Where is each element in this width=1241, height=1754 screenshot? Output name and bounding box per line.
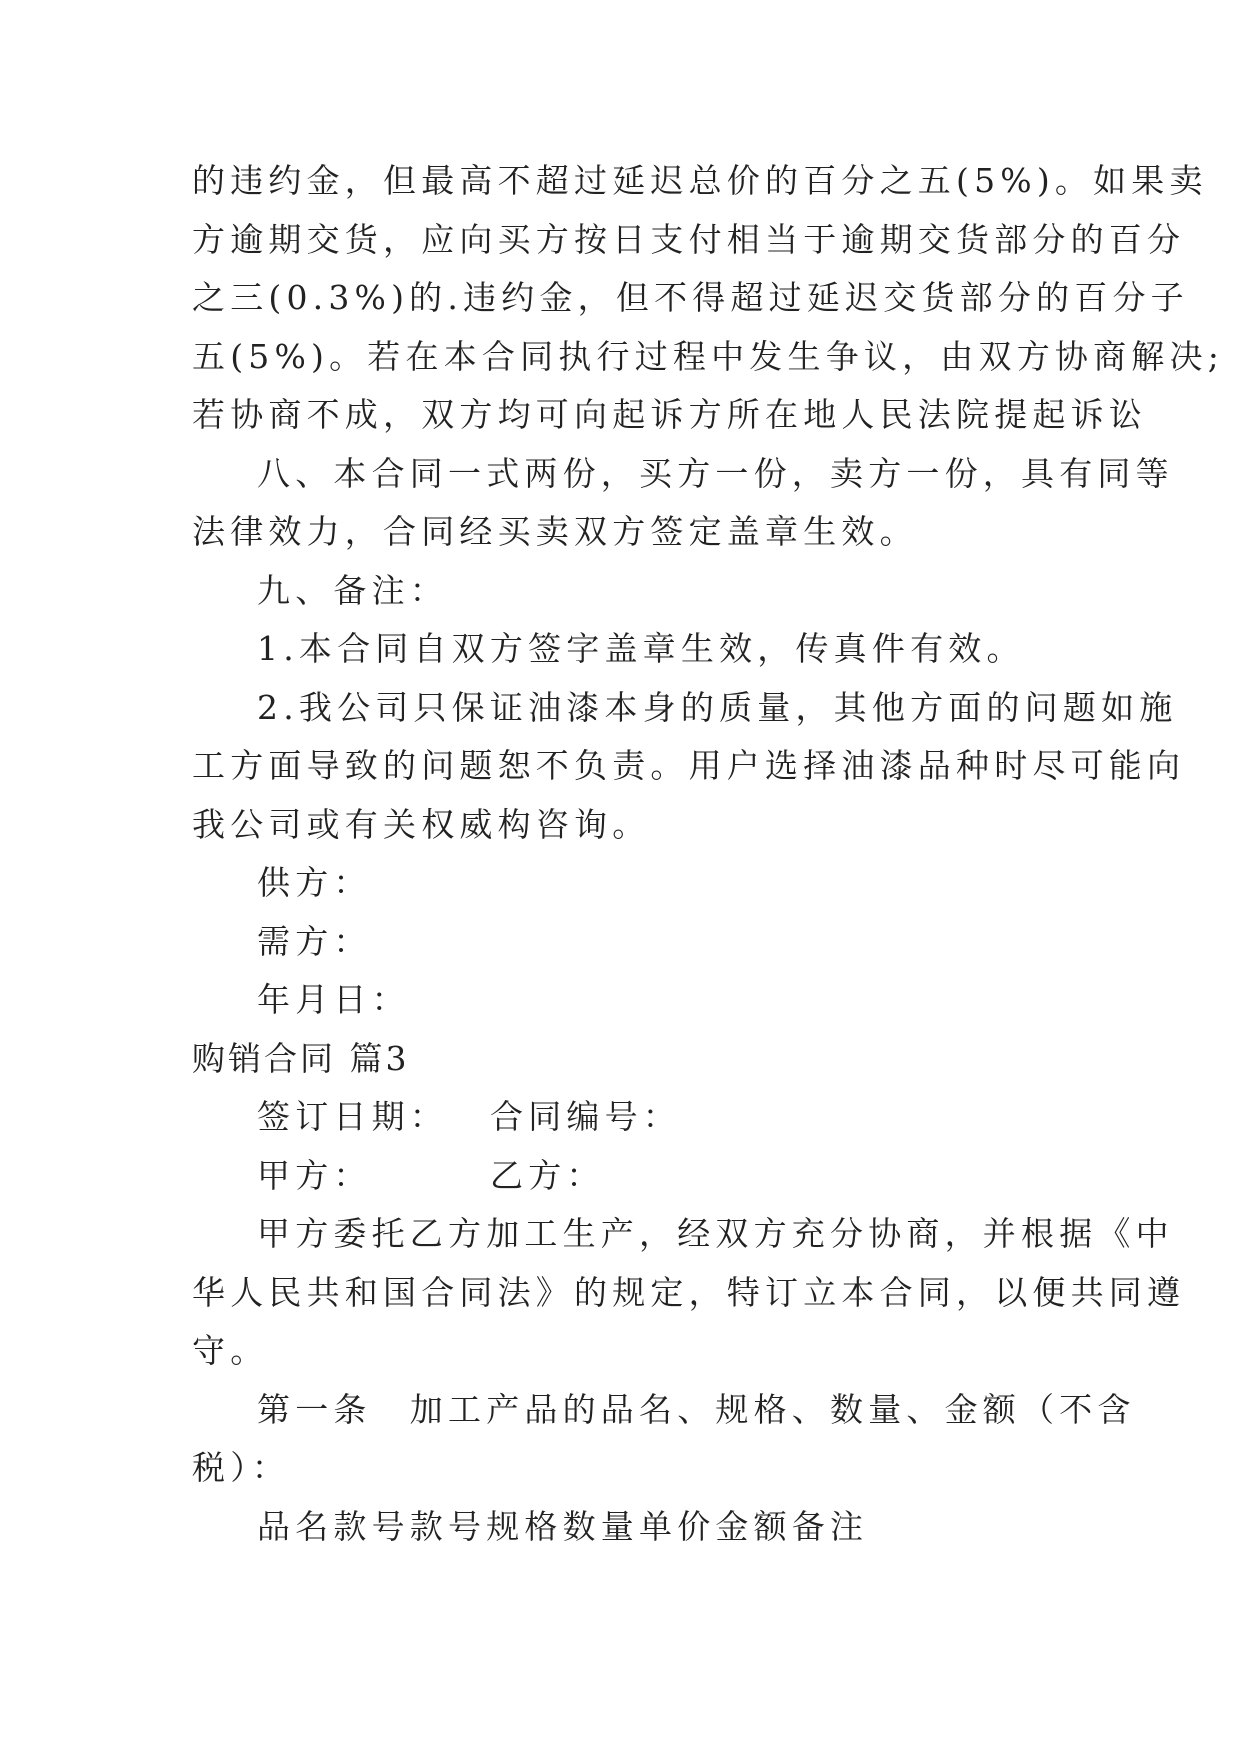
text-line: 法律效力，合同经买卖双方签定盖章生效。 [192,512,918,551]
sign-row [192,1088,1052,1147]
contract-number-label: 合同编号： [490,1097,681,1136]
table-header-line: 品名款号款号规格数量单价金额备注 [257,1506,869,1546]
clause-9-heading: 九、备注： [257,570,448,610]
buyer-label: 需方： [257,921,372,961]
paragraph-penalty [192,152,1225,445]
section-title: 购销合同 篇3 [192,1038,410,1078]
party-b-label: 乙方： [490,1155,605,1195]
text-line: 工方面导致的问题恕不负责。用户选择油漆品种时尽可能向 [192,746,1186,785]
parties-row [192,1147,1052,1206]
supplier-label: 供方： [257,863,372,902]
text-line: 守。 [192,1331,269,1370]
text-line: 若协商不成，双方均可向起诉方所在地人民法院提起诉讼 [192,395,1147,434]
document-page [192,152,1225,1556]
date-label: 年月日： [257,980,410,1019]
sign-date-label: 签订日期： [257,1097,448,1136]
text-line: 八、本合同一式两份，买方一份，卖方一份，具有同等 [257,453,1174,493]
text-line: 第一条 加工产品的品名、规格、数量、金额（不含 [257,1389,1136,1429]
text-line: 甲方委托乙方加工生产，经双方充分协商，并根据《中 [257,1214,1174,1253]
intro-paragraph [192,1205,1186,1381]
party-a-label: 甲方： [257,1155,372,1195]
text-line: 华人民共和国合同法》的规定，特订立本合同，以便共同遵 [192,1272,1186,1312]
text-line: 方逾期交货，应向买方按日支付相当于逾期交货部分的百分 [192,219,1186,259]
text-line: 之三(0.3%)的.违约金，但不得超过延迟交货部分的百分子 [192,278,1189,317]
text-line: 税）： [192,1448,291,1487]
text-line: 五(5%)。若在本合同执行过程中发生争议，由双方协商解决; [192,336,1225,376]
text-line: 我公司或有关权威构咨询。 [192,804,651,844]
paragraph-clause-8 [192,445,1174,562]
article-1 [192,1381,1136,1498]
remark-2 [192,679,1186,855]
text-line: 的违约金，但最高不超过延迟总价的百分之五(5%)。如果卖 [192,161,1208,200]
remark-1: 1.本合同自双方签字盖章生效，传真件有效。 [257,629,1025,668]
text-line: 2.我公司只保证油漆本身的质量，其他方面的问题如施 [257,687,1178,727]
